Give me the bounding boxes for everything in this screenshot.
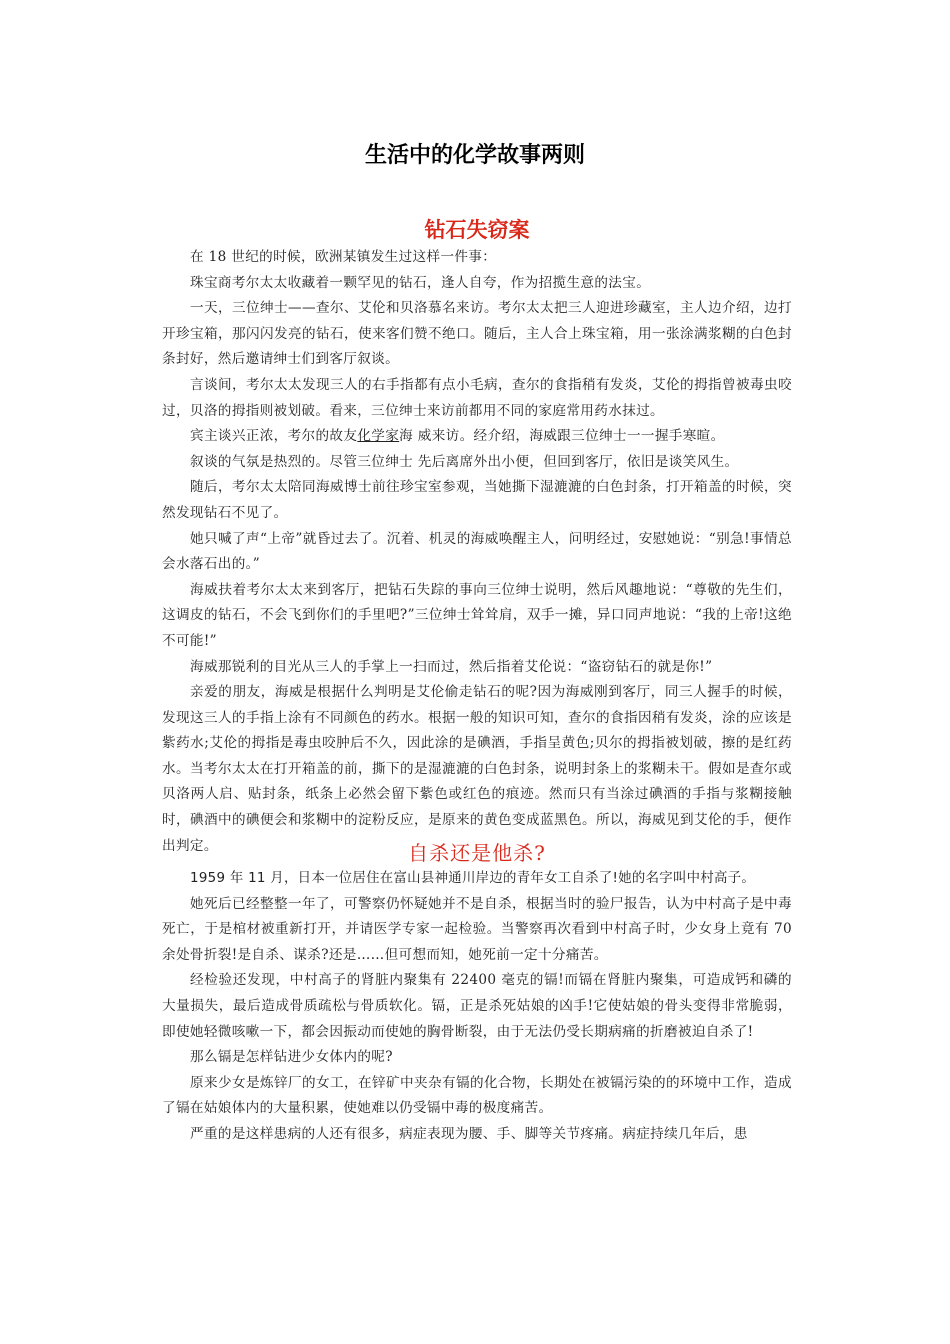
paragraph-with-link xyxy=(162,424,792,450)
story-diamond-theft xyxy=(162,215,792,859)
story-suicide-or-homicide xyxy=(162,840,792,1148)
chemist-link[interactable]: 化学家 xyxy=(357,428,400,445)
paragraph: 珠宝商考尔太太收藏着一颗罕见的钻石，逢人自夸，作为招揽生意的法宝。 xyxy=(190,274,651,291)
paragraph: 她死后已经整整一年了，可警察仍怀疑她并不是自杀，根据当时的验尸报告，认为中村高子是中毒死亡，于是棺材被重新打开，并请医学专家一起检验。当警察再次看到中村高子时，少女身上竟有 70 余处骨折裂!是自杀、谋杀?还是……但可想而知，她死前一定十分痛苦。 xyxy=(162,895,792,963)
paragraph: 海威那锐利的目光从三人的手掌上一扫而过，然后指着艾伦说：“盗窃钻石的就是你!” xyxy=(190,658,713,675)
paragraph: 经检验还发现，中村高子的肾脏内聚集有 22400 毫克的镉!而镉在肾脏内聚集，可造成钙和磷的大量损失，最后造成骨质疏松与骨质软化。镉，正是杀死姑娘的凶手!它使姑娘的骨头变得非常脆弱，即使她轻微咳嗽一下，都会因振动而使她的胸骨断裂，由于无法仍受长期病痛的折磨被迫自杀了! xyxy=(162,972,792,1040)
paragraph-text: 宾主谈兴正浓，考尔的故友 xyxy=(190,428,358,445)
paragraph: 海威扶着考尔太太来到客厅，把钻石失踪的事向三位绅士说明，然后风趣地说：“尊敬的先生们，这调皮的钻石，不会飞到你们的手里吧?”三位绅士耸耸肩，双手一摊，异口同声地说：“我的上帝!这绝不可能!” xyxy=(162,581,792,649)
page-title: 生活中的化学故事两则 xyxy=(364,143,585,168)
paragraph: 亲爱的朋友，海威是根据什么判明是艾伦偷走钻石的呢?因为海威刚到客厅，同三人握手的时候，发现这三人的手指上涂有不同颜色的药水。根据一般的知识可知，查尔的食指因稍有发炎，涂的应该是紫药水;艾伦的拇指是毒虫咬肿后不久，因此涂的是碘酒，手指呈黄色;贝尔的拇指被划破，擦的是红药水。当考尔太太在打开箱盖的前，撕下的是湿漉漉的白色封条，说明封条上的浆糊未干。假如是查尔或贝洛两人启、贴封条，纸条上必然会留下紫色或红色的痕迹。然而只有当涂过碘酒的手指与浆糊接触时，碘酒中的碘便会和浆糊中的淀粉反应，是原来的黄色变成蓝黑色。所以，海威见到艾伦的手，便作出判定。 xyxy=(162,684,792,854)
paragraph: 一天，三位绅士——查尔、艾伦和贝洛慕名来访。考尔太太把三人迎进珍藏室，主人边介绍，边打开珍宝箱，那闪闪发亮的钻石，使来客们赞不绝口。随后，主人合上珠宝箱，用一张涂满浆糊的白色封条封好，然后邀请绅士们到客厅叙谈。 xyxy=(162,300,792,368)
paragraph: 言谈间，考尔太太发现三人的右手指都有点小毛病，查尔的食指稍有发炎，艾伦的拇指曾被毒虫咬过，贝洛的拇指则被划破。看来，三位绅士来访前都用不同的家庭常用药水抹过。 xyxy=(162,376,792,419)
paragraph: 严重的是这样患病的人还有很多，病症表现为腰、手、脚等关节疼痛。病症持续几年后，患 xyxy=(190,1125,748,1142)
paragraph: 1959 年 11 月，日本一位居住在富山县神通川岸边的青年女工自杀了!她的名字叫中村高子。 xyxy=(190,871,756,886)
paragraph: 随后，考尔太太陪同海威博士前往珍宝室参观，当她撕下湿漉漉的白色封条，打开箱盖的时候，突然发现钻石不见了。 xyxy=(162,479,792,521)
paragraph: 在 18 世纪的时候，欧洲某镇发生过这样一件事： xyxy=(190,249,497,265)
paragraph-text: 海 威来访。经介绍，海威跟三位绅士一一握手寒暄。 xyxy=(399,428,725,445)
paragraph: 叙谈的气氛是热烈的。尽管三位绅士 先后离席外出小便，但回到客厅，依旧是谈笑风生。 xyxy=(190,453,739,470)
story-title-diamond-theft: 钻石失窃案 xyxy=(424,217,530,242)
paragraph: 她只喊了声“上帝”就昏过去了。沉着、机灵的海威唤醒主人，问明经过，安慰她说：“别急!事情总会水落石出的。” xyxy=(162,530,792,573)
story-title-suicide-or-homicide: 自杀还是他杀? xyxy=(408,841,546,865)
paragraph: 那么镉是怎样钻进少女体内的呢? xyxy=(190,1049,393,1066)
paragraph: 原来少女是炼锌厂的女工，在锌矿中夹杂有镉的化合物，长期处在被镉污染的的环境中工作，造成了镉在姑娘体内的大量积累，使她难以仍受镉中毒的极度痛苦。 xyxy=(162,1074,792,1117)
